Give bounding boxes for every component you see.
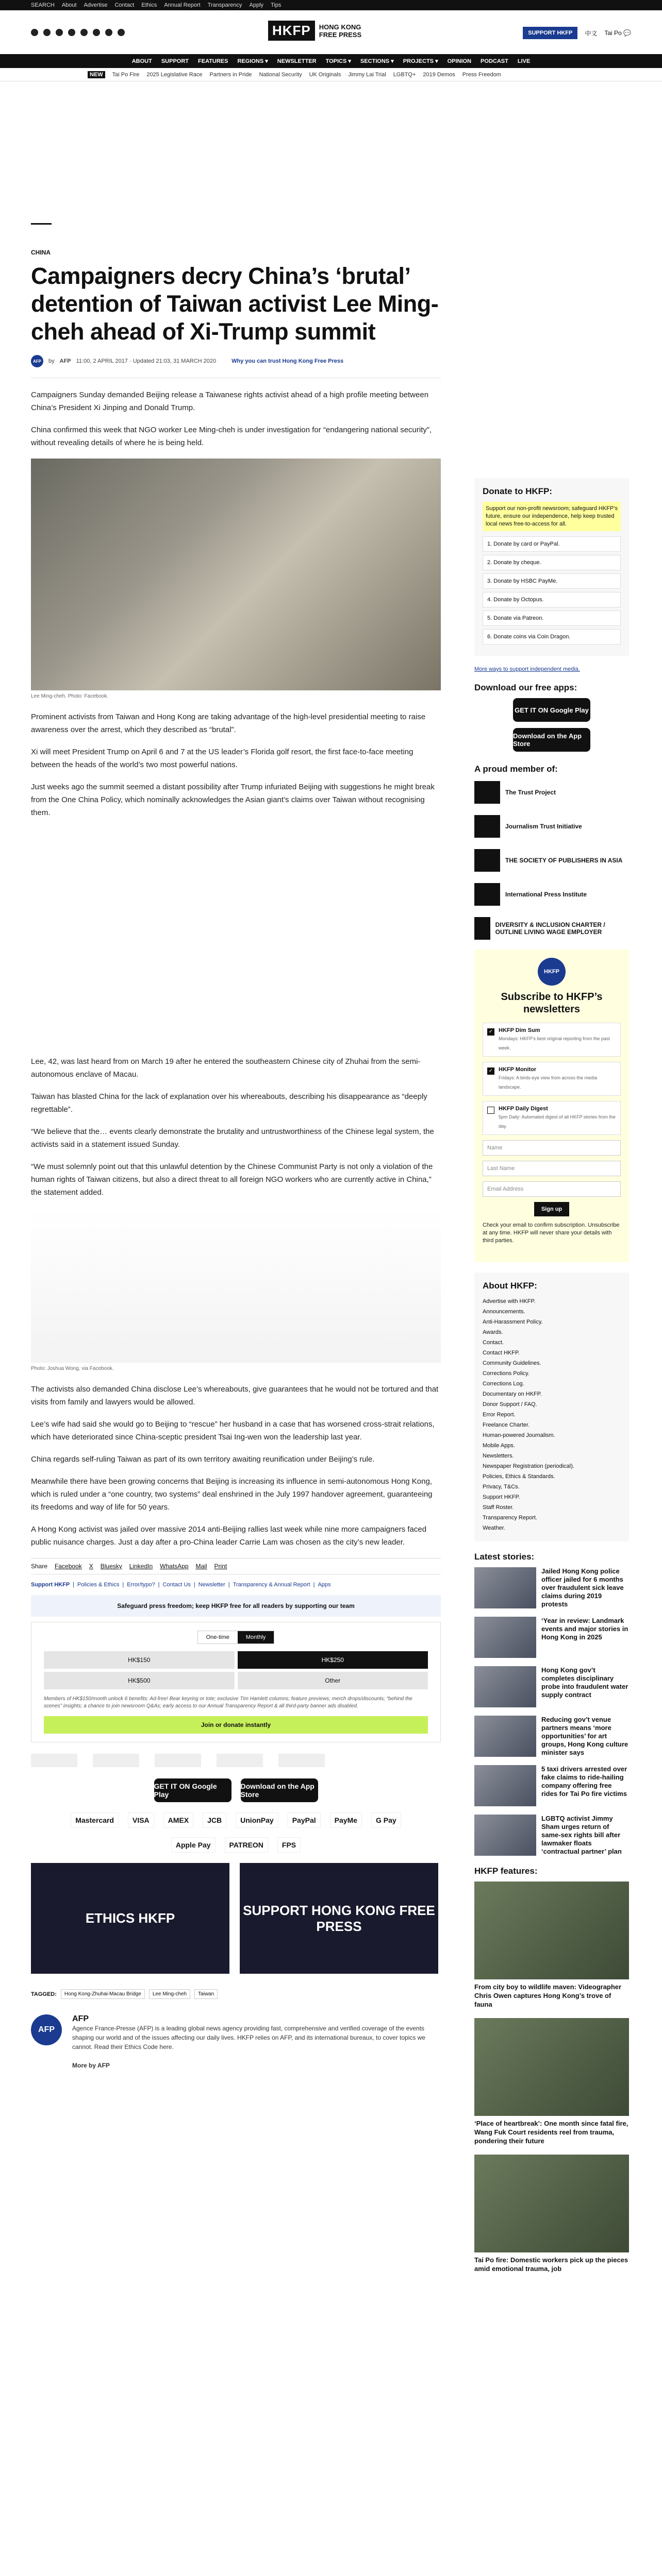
- about-link[interactable]: Error Report.: [483, 1412, 516, 1418]
- social-icons: [31, 29, 125, 36]
- payment-logo: PayMe: [330, 1812, 362, 1828]
- about-link[interactable]: Advertise with HKFP.: [483, 1298, 536, 1304]
- nav-newsletter[interactable]: NEWSLETTER: [277, 58, 317, 64]
- trending-link[interactable]: 2025 Legislative Race: [146, 71, 203, 78]
- topbar-apply[interactable]: Apply: [249, 2, 264, 8]
- logo: [217, 1754, 263, 1767]
- feature-story[interactable]: [474, 1882, 629, 2009]
- nav-topics[interactable]: TOPICS ▾: [325, 58, 351, 64]
- top-utility-bar: [0, 0, 662, 10]
- instagram-icon[interactable]: [56, 29, 63, 36]
- checkbox-checked[interactable]: ✓: [487, 1028, 494, 1036]
- threads-icon[interactable]: [93, 29, 100, 36]
- nav-support[interactable]: SUPPORT: [161, 58, 189, 64]
- share-x[interactable]: X: [89, 1563, 93, 1570]
- trust-link[interactable]: Why you can trust Hong Kong Free Press: [231, 358, 344, 364]
- payment-logo: AMEX: [163, 1812, 193, 1828]
- about-link[interactable]: Newsletters.: [483, 1453, 514, 1459]
- new-badge: NEW: [88, 71, 105, 78]
- member-name: International Press Institute: [505, 891, 587, 898]
- byline-by: by: [48, 358, 55, 364]
- member-logo[interactable]: [474, 916, 629, 941]
- member-logo[interactable]: [474, 882, 629, 907]
- trending-bar: [0, 68, 662, 81]
- tag[interactable]: Hong Kong-Zhuhai-Macau Bridge: [61, 1989, 145, 1999]
- app-store-button[interactable]: Download on the App Store: [241, 1778, 318, 1802]
- latest-story[interactable]: [474, 1617, 629, 1658]
- donate-option[interactable]: 1. Donate by card or PayPal.: [483, 536, 621, 552]
- article-footer-links: Support HKFP | Policies & Ethics | Error/typo? | Contact Us | Newsletter | Transparency & Annual Report | Apps: [31, 1582, 331, 1588]
- tab-monthly[interactable]: Monthly: [238, 1631, 274, 1643]
- avatar: AFP: [31, 355, 43, 367]
- trending-link[interactable]: Tai Po Fire: [112, 71, 140, 78]
- topbar-transparency[interactable]: Transparency: [207, 2, 242, 8]
- newsletter-title: Subscribe to HKFP’s newsletters: [501, 991, 603, 1015]
- member-title: A proud member of:: [474, 764, 558, 774]
- tai-po-link[interactable]: Tai Po 💬: [604, 29, 631, 37]
- story-headline[interactable]: ‘Year in review: Landmark events and major stories in Hong Kong in 2025: [541, 1617, 628, 1641]
- about-card: [474, 1273, 629, 1541]
- signup-button[interactable]: Sign up: [534, 1202, 569, 1216]
- avatar: AFP: [31, 2014, 62, 2045]
- google-play-button[interactable]: GET IT ON Google Play: [513, 698, 590, 722]
- article-dates: 11:00, 2 APRIL 2017 · Updated 21:03, 31 MARCH 2020: [76, 358, 217, 364]
- article-category[interactable]: CHINA: [31, 249, 51, 256]
- topbar-tips[interactable]: Tips: [271, 2, 282, 8]
- about-link[interactable]: Weather.: [483, 1525, 505, 1531]
- logo: [31, 1754, 77, 1767]
- newsletter-link[interactable]: Newsletter: [198, 1582, 225, 1588]
- paragraph: China regards self-ruling Taiwan as part of its own territory awaiting reunification under Beijing’s rule.: [31, 1455, 375, 1464]
- latest-story[interactable]: [474, 1765, 629, 1806]
- paragraph: The activists also demanded China disclose Lee’s whereabouts, give guarantees that he would not be tortured and that visits from family and lawyers would be allowed.: [31, 1385, 439, 1406]
- photo-caption: Photo: Joshua Wong, via Facebook.: [31, 1366, 114, 1371]
- about-link[interactable]: Staff Roster.: [483, 1504, 514, 1511]
- trending-link[interactable]: LGBTQ+: [393, 71, 416, 78]
- paragraph: China confirmed this week that NGO worker Lee Ming-cheh is under investigation for “endangering national security”, without revealing details of where he is being held.: [31, 426, 432, 447]
- perks-text: Members of HK$150/month unlock 6 benefits: Ad-free! Bear keyring or tote; exclusive Tim Hamlett columns; feature previews; merch drops/discounts; “behind the scenes” insights; a chance to join newsroom Q&As; early access to our Annual Transparency Report & all third-party banner ads disabled.: [44, 1696, 412, 1709]
- ethics-promo[interactable]: ETHICS HKFP: [31, 1863, 229, 1974]
- site-logo[interactable]: [268, 21, 361, 41]
- donate-option[interactable]: 6. Donate coins via Coin Dragon.: [483, 629, 621, 645]
- share-bluesky[interactable]: Bluesky: [100, 1563, 122, 1570]
- share-label: Share: [31, 1563, 48, 1570]
- about-link[interactable]: Donor Support / FAQ.: [483, 1401, 537, 1408]
- paragraph: A Hong Kong activist was jailed over massive 2014 anti-Beijing rallies last week while nine more campaigners faced public nuisance charges. Just a day after a pro-China leader Carrie Lam was chosen as the city’s new leader.: [31, 1525, 427, 1547]
- checkbox[interactable]: [487, 1107, 494, 1114]
- member-logo[interactable]: [474, 848, 629, 873]
- sidebar: [474, 478, 629, 2282]
- nav-opinion[interactable]: OPINION: [447, 58, 472, 64]
- policies-link[interactable]: Policies & Ethics: [77, 1582, 120, 1588]
- member-logo[interactable]: [474, 779, 629, 805]
- topbar-contact[interactable]: Contact: [114, 2, 135, 8]
- apps-link[interactable]: Apps: [318, 1582, 331, 1588]
- newsletter-option-text: [499, 1106, 616, 1130]
- about-link[interactable]: Awards.: [483, 1329, 503, 1335]
- payment-logo: VISA: [128, 1812, 154, 1828]
- donate-banner[interactable]: Safeguard press freedom; keep HKFP free for all readers by supporting our team: [31, 1595, 441, 1617]
- topbar-advertise[interactable]: Advertise: [84, 2, 108, 8]
- header-actions: [523, 27, 631, 39]
- name-field[interactable]: Name: [483, 1140, 621, 1156]
- story-headline[interactable]: 5 taxi drivers arrested over fake claims to ride-hailing company offering free rides for Tai Po fire victims: [541, 1765, 627, 1798]
- article: [31, 236, 441, 2070]
- newsletter-note: Check your email to confirm subscription. Unsubscribe at any time. HKFP will never share your details with third parties.: [483, 1222, 620, 1244]
- about-link[interactable]: Freelance Charter.: [483, 1422, 530, 1428]
- trust-project-logo: [474, 781, 500, 804]
- about-link[interactable]: Human-powered Journalism.: [483, 1432, 555, 1438]
- tag[interactable]: Lee Ming-cheh: [149, 1989, 190, 1999]
- member-name: DIVERSITY & INCLUSION CHARTER / OUTLINE LIVING WAGE EMPLOYER: [495, 921, 605, 936]
- donate-card: [474, 478, 629, 656]
- payment-logo: FPS: [277, 1837, 301, 1853]
- last-name-field[interactable]: Last Name: [483, 1161, 621, 1176]
- author-bio: Agence France-Presse (AFP) is a leading global news agency providing fast, comprehensive and verified coverage of the events shaping our world and of the issues affecting our daily lives. HKFP relies on AFP, and its international bureaux, to cover topics we cannot. Read their Ethics Code here.: [72, 2025, 426, 2050]
- support-promo[interactable]: SUPPORT HONG KONG FREE PRESS: [240, 1863, 438, 1974]
- feature-story[interactable]: [474, 2018, 629, 2145]
- apps-title: Download our free apps:: [474, 683, 577, 692]
- charter-logo: [474, 917, 490, 940]
- story-thumbnail: [474, 1716, 536, 1757]
- newsletter-option[interactable]: [483, 1023, 621, 1057]
- amount-option[interactable]: Other: [238, 1672, 428, 1689]
- tags-label: TAGGED:: [31, 1991, 57, 1997]
- donate-option[interactable]: 3. Donate by HSBC PayMe.: [483, 573, 621, 589]
- about-link[interactable]: Privacy, T&Cs.: [483, 1484, 520, 1490]
- logo-name-line1: HONG KONG: [319, 23, 361, 31]
- main-nav: [0, 54, 662, 68]
- about-link[interactable]: Documentary on HKFP.: [483, 1391, 542, 1397]
- tag[interactable]: Taiwan: [194, 1989, 218, 1999]
- member-logo[interactable]: [474, 814, 629, 839]
- facebook-icon[interactable]: [31, 29, 38, 36]
- payment-logo: Mastercard: [71, 1812, 119, 1828]
- story-headline[interactable]: Hong Kong gov’t completes disciplinary probe into fraudulent water supply contract: [541, 1666, 628, 1699]
- ad-space: [31, 828, 441, 1055]
- paragraph: Prominent activists from Taiwan and Hong Kong are taking advantage of the high-level presidential meeting to raise awareness over the arrest, which they described as “brutal”.: [31, 713, 426, 734]
- jti-logo: [474, 815, 500, 838]
- support-link[interactable]: Support HKFP: [31, 1582, 70, 1588]
- paragraph: Campaigners Sunday demanded Beijing release a Taiwanese rights activist ahead of a high profile meeting between China’s President Xi Jinping and Donald Trump.: [31, 391, 429, 412]
- author-box: [31, 2014, 441, 2070]
- feature-headline[interactable]: ‘Place of heartbreak’: One month since fatal fire, Wang Fuk Court residents reel from trauma, pondering their future: [474, 2120, 628, 2145]
- newsletter-option[interactable]: [483, 1101, 621, 1135]
- logo: [155, 1754, 201, 1767]
- topbar-search[interactable]: SEARCH: [31, 2, 55, 8]
- about-link[interactable]: Contact.: [483, 1340, 504, 1346]
- nav-about[interactable]: ABOUT: [131, 58, 152, 64]
- amount-option[interactable]: HK$500: [44, 1672, 235, 1689]
- brand-header: [0, 10, 662, 54]
- donate-intro[interactable]: Support our non-profit newsroom; safeguard HKFP’s future, ensure our independence, help keep trusted local news free-to-access for all.: [483, 502, 621, 531]
- logo: [93, 1754, 139, 1767]
- feature-thumbnail: [474, 2155, 629, 2252]
- paragraph: Lee’s wife had said she would go to Beijing to “rescue” her husband in a case that has worsened cross-strait relations, which have deteriorated since China-sceptic president Tsai Ing-wen won the leadership last year.: [31, 1420, 435, 1442]
- paragraph: “We believe that the… events clearly demonstrate the brutality and untrustworthiness of the Chinese legal system, the activists said in a statement issued Sunday.: [31, 1127, 434, 1149]
- share-bar: [31, 1558, 441, 1574]
- divider: [31, 223, 52, 225]
- trending-link[interactable]: UK Originals: [309, 71, 341, 78]
- latest-story[interactable]: [474, 1815, 629, 1856]
- share-print[interactable]: Print: [214, 1563, 227, 1570]
- about-link[interactable]: Announcements.: [483, 1309, 525, 1315]
- logo-name-line2: FREE PRESS: [319, 30, 362, 39]
- nav-features[interactable]: FEATURES: [198, 58, 228, 64]
- nav-live[interactable]: LIVE: [517, 58, 531, 64]
- feature-headline[interactable]: Tai Po fire: Domestic workers pick up the pieces amid emotional trauma, job: [474, 2256, 628, 2273]
- about-link[interactable]: Newspaper Registration (periodical).: [483, 1463, 574, 1469]
- feature-story[interactable]: [474, 2155, 629, 2273]
- latest-story[interactable]: [474, 1567, 629, 1608]
- trending-link[interactable]: Partners in Pride: [209, 71, 252, 78]
- latest-story[interactable]: [474, 1666, 629, 1707]
- app-stores: [31, 1778, 441, 1802]
- newsletter-name: HKFP Dim Sum: [499, 1027, 540, 1033]
- member-name: Journalism Trust Initiative: [505, 823, 582, 830]
- tags: [31, 1989, 441, 1999]
- nav-projects[interactable]: PROJECTS ▾: [403, 58, 438, 64]
- youtube-icon[interactable]: [68, 29, 75, 36]
- share-linkedin[interactable]: LinkedIn: [129, 1563, 153, 1570]
- newsletter-option-text: [499, 1066, 616, 1091]
- paragraph: Just weeks ago the summit seemed a distant possibility after Trump infuriated Beijing with suggestions he might break from the One China Policy, which nominally acknowledges the Asian giant’s claims over Taiwan without recognising them.: [31, 783, 435, 817]
- feature-headline[interactable]: From city boy to wildlife maven: Videographer Chris Owen captures Hong Kong’s trove of fauna: [474, 1983, 622, 2008]
- rss-icon[interactable]: [118, 29, 125, 36]
- article-photo: [31, 459, 441, 690]
- author-link[interactable]: AFP: [59, 358, 71, 364]
- story-thumbnail: [474, 1666, 536, 1707]
- article-photo-2: [31, 1208, 441, 1363]
- byline: [31, 355, 441, 367]
- newsletter-name: HKFP Daily Digest: [499, 1106, 548, 1112]
- share-whatsapp[interactable]: WhatsApp: [160, 1563, 189, 1570]
- share-facebook[interactable]: Facebook: [55, 1563, 82, 1570]
- nav-sections[interactable]: SECTIONS ▾: [360, 58, 394, 64]
- newsletter-desc: Mondays: HKFP’s best original reporting from the past week.: [499, 1036, 610, 1050]
- newsletter-option[interactable]: [483, 1062, 621, 1096]
- author-info: [72, 2014, 441, 2070]
- amount-options: [44, 1651, 428, 1689]
- payment-logo: G Pay: [371, 1812, 401, 1828]
- newsletter-signup: [474, 950, 629, 1262]
- payment-logo: PayPal: [288, 1812, 321, 1828]
- author-name[interactable]: AFP: [72, 2014, 89, 2023]
- nav-regions[interactable]: REGIONS ▾: [237, 58, 268, 64]
- paragraph: Meanwhile there have been growing concerns that Beijing is increasing its influence in semi-autonomous Hong Kong, which is ruled under a “one country, two systems” deal enshrined in the July 1997 handover agreement, guaranteeing its freedoms and way of life for 50 years.: [31, 1477, 433, 1512]
- logo-name: [319, 23, 361, 39]
- share-mail[interactable]: Mail: [195, 1563, 207, 1570]
- about-link[interactable]: Community Guidelines.: [483, 1360, 541, 1366]
- donate-title: Donate to HKFP:: [483, 486, 553, 496]
- google-play-button[interactable]: GET IT ON Google Play: [154, 1778, 231, 1802]
- donate-option[interactable]: 2. Donate by cheque.: [483, 555, 621, 570]
- payment-logo: PATREON: [225, 1837, 268, 1853]
- newsletter-logo: HKFP: [538, 958, 566, 986]
- features-title: HKFP features:: [474, 1866, 538, 1876]
- about-list: [483, 1296, 621, 1533]
- paragraph: Xi will meet President Trump on April 6 and 7 at the US leader’s Florida golf resort, the first face-to-face meeting between the heads of the world’s two most powerful nations.: [31, 748, 413, 769]
- bluesky-icon[interactable]: [80, 29, 88, 36]
- logo: [278, 1754, 325, 1767]
- error-link[interactable]: Error/typo?: [127, 1582, 155, 1588]
- ipi-logo: [474, 883, 500, 906]
- trending-link[interactable]: 2019 Demos: [423, 71, 455, 78]
- trending-link[interactable]: Press Freedom: [462, 71, 501, 78]
- payment-methods: [52, 1812, 420, 1853]
- about-link[interactable]: Anti-Harassment Policy.: [483, 1319, 543, 1325]
- story-thumbnail: [474, 1765, 536, 1806]
- latest-story[interactable]: [474, 1716, 629, 1757]
- donate-tabs: [197, 1631, 275, 1644]
- about-link[interactable]: Mobile Apps.: [483, 1443, 515, 1449]
- join-button[interactable]: Join or donate instantly: [44, 1716, 428, 1734]
- story-thumbnail: [474, 1815, 536, 1856]
- nav-podcast[interactable]: PODCAST: [481, 58, 508, 64]
- paragraph: Taiwan has blasted China for the lack of explanation over his whereabouts, describing his disappearance as “deeply regrettable”.: [31, 1092, 427, 1114]
- about-link[interactable]: Support HKFP.: [483, 1494, 520, 1500]
- donate-form: [31, 1622, 441, 1742]
- article-title: Campaigners decry China’s ‘brutal’ detention of Taiwan activist Lee Ming-cheh ahead of Xi-Trump summit: [31, 263, 439, 345]
- story-thumbnail: [474, 1567, 536, 1608]
- about-link[interactable]: Contact HKFP.: [483, 1350, 520, 1356]
- story-headline[interactable]: Reducing gov’t venue partners means ‘more opportunities’ for art groups, Hong Kong culture minister says: [541, 1716, 628, 1756]
- story-thumbnail: [474, 1617, 536, 1658]
- payment-logo: UnionPay: [236, 1812, 278, 1828]
- donate-option[interactable]: 4. Donate by Octopus.: [483, 592, 621, 607]
- sopa-logo: [474, 849, 500, 872]
- newsletter-option-text: [499, 1027, 616, 1052]
- checkbox-checked[interactable]: ✓: [487, 1067, 494, 1075]
- latest-title: Latest stories:: [474, 1552, 535, 1562]
- x-icon[interactable]: [43, 29, 51, 36]
- paragraph: “We must solemnly point out that this unlawful detention by the Chinese Communist Party is not only a violation of the human rights of Taiwan citizens, but also a direct threat to all foreign NGO workers who are currently active in China,” the statement added.: [31, 1162, 433, 1197]
- newsletter-desc: 5pm Daily: Automated digest of all HKFP stories from the day.: [499, 1114, 616, 1129]
- about-link[interactable]: Corrections Log.: [483, 1381, 524, 1387]
- topbar-about[interactable]: About: [61, 2, 77, 8]
- support-button[interactable]: SUPPORT HKFP: [523, 27, 577, 39]
- app-store-button[interactable]: Download on the App Store: [513, 728, 590, 752]
- partner-logos: [31, 1754, 441, 1767]
- linkedin-icon[interactable]: [105, 29, 112, 36]
- trending-link[interactable]: National Security: [259, 71, 302, 78]
- transparency-link[interactable]: Transparency & Annual Report: [233, 1582, 310, 1588]
- feature-thumbnail: [474, 2018, 629, 2116]
- promo-videos: [31, 1863, 441, 1974]
- paragraph: Lee, 42, was last heard from on March 19 after he entered the southeastern Chinese city of Zhuhai from the semi-autonomous enclave of Macau.: [31, 1057, 421, 1079]
- payment-logo: Apple Pay: [171, 1837, 216, 1853]
- email-field[interactable]: Email Address: [483, 1181, 621, 1197]
- payment-logo: JCB: [203, 1812, 226, 1828]
- member-name: The Trust Project: [505, 789, 556, 796]
- amount-option[interactable]: HK$250: [238, 1651, 428, 1669]
- trending-link[interactable]: Jimmy Lai Trial: [348, 71, 386, 78]
- newsletter-name: HKFP Monitor: [499, 1066, 537, 1073]
- feature-thumbnail: [474, 1882, 629, 1979]
- logo-mark: HKFP: [268, 21, 315, 41]
- member-name: THE SOCIETY OF PUBLISHERS IN ASIA: [505, 857, 623, 864]
- newsletter-desc: Fridays: A birds-eye view from across the media landscape.: [499, 1075, 598, 1090]
- story-headline[interactable]: LGBTQ activist Jimmy Sham urges return of same-sex rights bill after lawmaker floats ‘contractual partner’ plan: [541, 1815, 622, 1855]
- about-link[interactable]: Transparency Report.: [483, 1515, 537, 1521]
- amount-option[interactable]: HK$150: [44, 1651, 235, 1669]
- contact-link[interactable]: Contact Us: [162, 1582, 191, 1588]
- about-link[interactable]: Policies, Ethics & Standards.: [483, 1473, 555, 1480]
- topbar-annual-report[interactable]: Annual Report: [164, 2, 201, 8]
- about-title: About HKFP:: [483, 1281, 537, 1291]
- donate-option[interactable]: 5. Donate via Patreon.: [483, 611, 621, 626]
- more-ways-link[interactable]: More ways to support independent media.: [474, 666, 580, 672]
- photo-caption: Lee Ming-cheh. Photo: Facebook.: [31, 693, 109, 699]
- story-headline[interactable]: Jailed Hong Kong police officer jailed for 6 months over fraudulent sick leave claims during 2019 protests: [541, 1567, 624, 1608]
- more-by-author[interactable]: More by AFP: [72, 2062, 110, 2069]
- language-switch[interactable]: 中文: [585, 29, 598, 37]
- tab-one-time[interactable]: One-time: [206, 1634, 229, 1640]
- about-link[interactable]: Corrections Policy.: [483, 1370, 529, 1377]
- topbar-ethics[interactable]: Ethics: [141, 2, 157, 8]
